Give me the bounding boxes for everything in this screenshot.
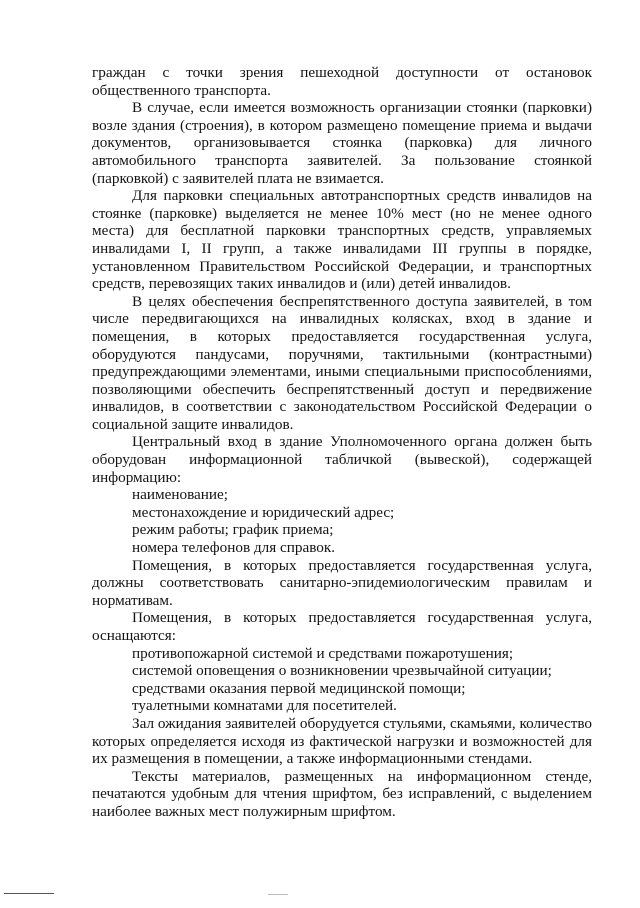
list-item: туалетными комнатами для посетителей.	[132, 697, 397, 715]
paragraph-accessibility: В целях обеспечения беспрепятственного доступа заявителей, в том числе передвигающихся на инвалидных колясках, вход в здание и помещения, в которых предоставляется государственная услуга, оборудуются пандусами, поручнями, тактильными (контрастными) предупреждающими элементами, иными специальными приспособлениями, позволяющими обеспечить беспрепятственный доступ и передвижение инвалидов, в соответствии с законодательством Российской Федерации о социальной защите инвалидов.	[92, 292, 592, 433]
list-item: наименование;	[132, 486, 228, 504]
list-item: номера телефонов для справок.	[132, 539, 336, 557]
paragraph-continuation: граждан с точки зрения пешеходной доступности от остановок общественного транспорта.	[92, 64, 592, 99]
document-body	[92, 64, 592, 821]
footnote-separator-line	[4, 893, 54, 894]
paragraph-parking: В случае, если имеется возможность организации стоянки (парковки) возле здания (строения), в котором размещено помещение приема и выдачи документов, организовывается стоянка (парковка) для личного автомобильного транспорта заявителей. За пользование стоянкой (парковкой) с заявителей плата не взимается.	[92, 99, 592, 187]
paragraph-stand-texts: Тексты материалов, размещенных на информационном стенде, печатаются удобным для чтения шрифтом, без исправлений, с выделением наиболее важных мест полужирным шрифтом.	[92, 767, 592, 820]
list-item: средствами оказания первой медицинской помощи;	[132, 679, 466, 697]
list-item: местонахождение и юридический адрес;	[132, 503, 395, 521]
paragraph-equipment: Помещения, в которых предоставляется государственная услуга, оснащаются:	[92, 609, 592, 644]
list-item: противопожарной системой и средствами пожаротушения;	[132, 644, 514, 662]
paragraph-waiting-hall: Зал ожидания заявителей оборудуется стульями, скамьями, количество которых определяется исходя из фактической нагрузки и возможностей для их размещения в помещении, а также информационными стендами.	[92, 714, 592, 768]
paragraph-entrance-sign: Центральный вход в здание Уполномоченного органа должен быть оборудован информационной табличкой (вывеской), содержащей информацию:	[92, 433, 592, 486]
paragraph-sanitary: Помещения, в которых предоставляется государственная услуга, должны соответствовать санитарно-эпидемиологическим правилам и нормативам.	[92, 556, 592, 609]
list-item: системой оповещения о возникновении чрезвычайной ситуации;	[132, 662, 552, 680]
list-item: режим работы; график приема;	[132, 521, 334, 539]
scan-mark	[268, 894, 288, 895]
paragraph-disabled-parking: Для парковки специальных автотранспортных средств инвалидов на стоянке (парковке) выделяется не менее 10% мест (но не менее одного места) для бесплатной парковки транспортных средств, управляемых инвалидами I, II групп, а также инвалидами III группы в порядке, установленном Правительством Российской Федерации, и транспортных средств, перевозящих таких инвалидов и (или) детей инвалидов.	[92, 187, 592, 293]
